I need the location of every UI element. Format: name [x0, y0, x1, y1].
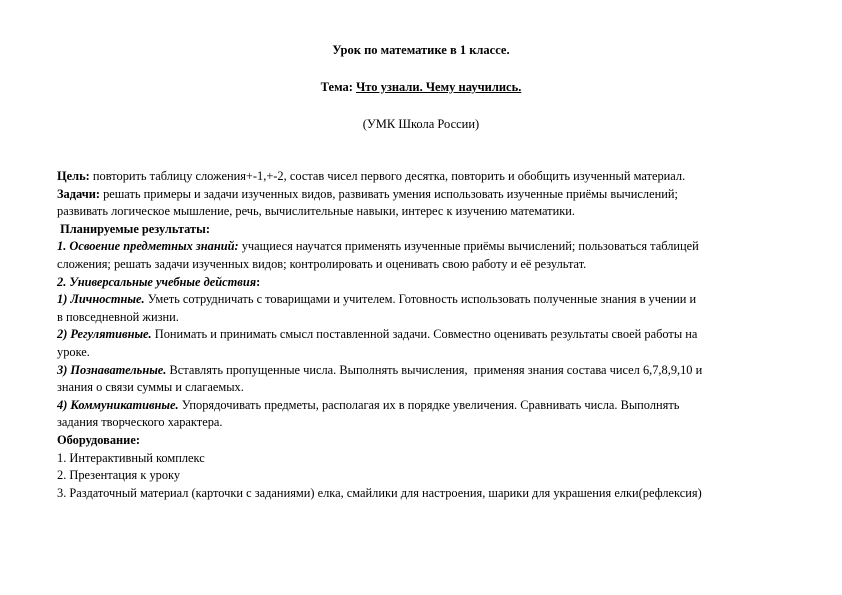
goal-label: Цель:	[57, 169, 90, 183]
lesson-body	[57, 168, 797, 502]
personal-line-2: в повседневной жизни.	[57, 309, 179, 324]
cognitive-line-2: знания о связи суммы и слагаемых.	[57, 380, 244, 395]
topic-label: Тема:	[320, 80, 353, 94]
umk-note: (УМК Школа России)	[362, 117, 480, 131]
lesson-topic	[0, 80, 842, 95]
communicative-label: 4) Коммуникативные.	[57, 397, 179, 412]
regulative-line-2: уроке.	[57, 344, 90, 359]
lesson-title: Урок по математике в 1 классе.	[332, 43, 510, 57]
equipment-heading: Оборудование:	[57, 432, 140, 447]
personal-line-1: 1) Личностные. Уметь сотрудничать с товарищами и учителем. Готовность использовать полученные знания в учении и	[57, 292, 697, 307]
communicative-line-1: 4) Коммуникативные. Упорядочивать предметы, располагая их в порядке увеличения. Сравнивать числа. Выполнять	[57, 397, 680, 412]
subject-line-2: сложения; решать задачи изученных видов; контролировать и оценивать свою работу и её результат.	[57, 256, 587, 271]
regulative-label: 2) Регулятивные.	[57, 327, 152, 342]
goal-line	[57, 168, 797, 186]
planned-results-heading: Планируемые результаты:	[57, 221, 210, 236]
tasks-label: Задачи:	[57, 186, 100, 201]
topic-value: Что узнали. Чему научились.	[356, 80, 522, 94]
cognitive-label: 3) Познавательные.	[57, 362, 167, 377]
equipment-item: 3. Раздаточный материал (карточки с заданиями) елка, смайлики для настроения, шарики для украшения елки(рефлексия)	[57, 485, 702, 500]
communicative-line-2: задания творческого характера.	[57, 415, 223, 430]
personal-label: 1) Личностные.	[57, 292, 145, 307]
subject-label: 1. Освоение предметных знаний:	[57, 239, 239, 254]
equipment-item: 2. Презентация к уроку	[57, 468, 181, 483]
tasks-line-1: Задачи: решать примеры и задачи изученных видов, развивать умения использовать изученные приёмы вычислений;	[57, 186, 678, 201]
universal-heading: 2. Универсальные учебные действия:	[57, 274, 261, 289]
cognitive-line-1: 3) Познавательные. Вставлять пропущенные числа. Выполнять вычисления, применяя знания состава чисел 6,7,8,9,10 и	[57, 362, 703, 377]
regulative-line-1: 2) Регулятивные. Понимать и принимать смысл поставленной задачи. Совместно оценивать результаты своей работы на	[57, 327, 698, 342]
goal-text: повторить таблицу сложения+-1,+-2, состав чисел первого десятка, повторить и обобщить изученный материал.	[89, 169, 686, 183]
subject-line-1: 1. Освоение предметных знаний: учащиеся научатся применять изученные приёмы вычислений; пользоваться таблицей	[57, 239, 699, 254]
equipment-item: 1. Интерактивный комплекс	[57, 450, 205, 465]
tasks-line-2: развивать логическое мышление, речь, вычислительные навыки, интерес к изучению математики.	[57, 204, 575, 219]
